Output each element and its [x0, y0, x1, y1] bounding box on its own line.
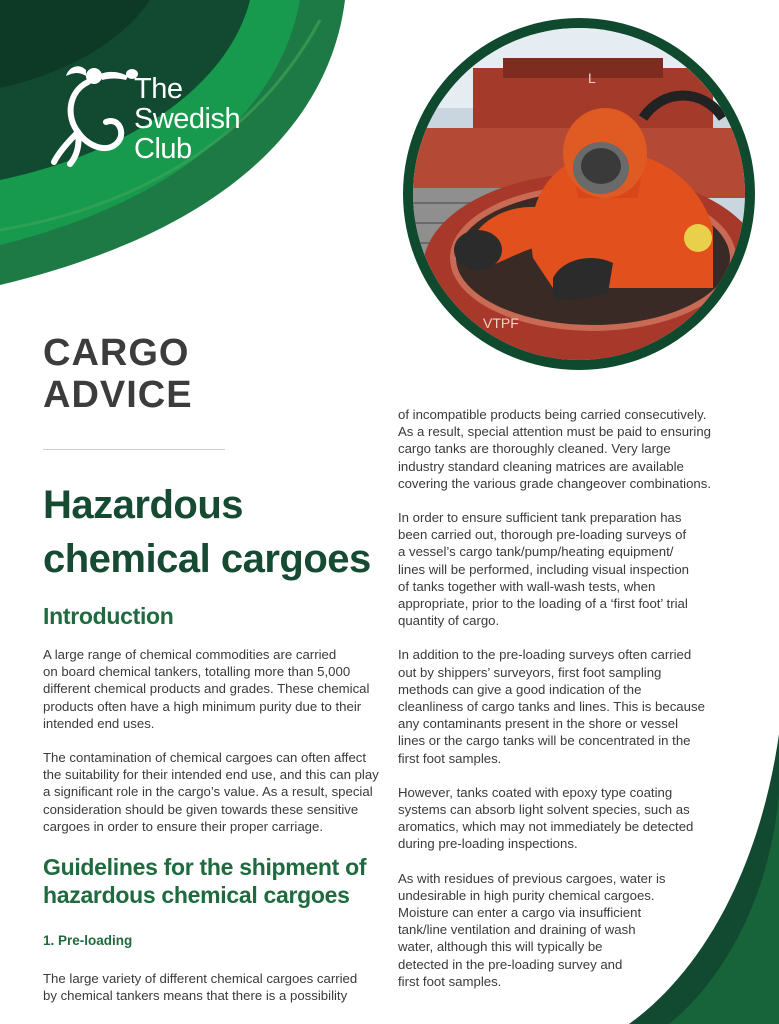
text-line: In order to ensure sufficient tank preparation has [398, 510, 682, 526]
text-line: a significant role in the cargo’s value. As a result, special [43, 784, 373, 800]
page-title [43, 478, 383, 586]
text-line: A large range of chemical commodities are carried [43, 647, 337, 662]
text-line: industry standard cleaning matrices are available [398, 458, 684, 474]
logo-wordmark [134, 74, 240, 164]
text-line: lines or the cargo tanks will be concentrated in the [398, 733, 691, 749]
right-paragraph-2 [398, 509, 743, 629]
text-line: cargo tanks are thoroughly cleaned. Very large [398, 441, 671, 457]
text-line: quantity of cargo. [398, 613, 500, 629]
text-line: the suitability for their intended end use, and this can play [43, 767, 379, 783]
intro-paragraph-1 [43, 646, 388, 732]
text-line: of tanks together with wall-wash tests, when [398, 578, 656, 594]
text-line: lines will be performed, including visual inspection [398, 561, 690, 577]
text-line: methods can give a good indication of the [398, 681, 642, 697]
text-line: The contamination of chemical cargoes can often affect [43, 750, 367, 766]
text-line: cargoes in order to ensure their proper carriage. [43, 818, 324, 834]
right-paragraph-3 [398, 646, 743, 766]
right-paragraph-5 [398, 870, 743, 990]
text-line: systems can absorb light solvent species, such as [398, 802, 690, 818]
left-column [43, 646, 388, 852]
text-line: water, although this will typically be [398, 939, 603, 955]
text-line: As a result, special attention must be paid to ensuring [398, 424, 712, 440]
text-line: out by shippers’ surveyors, first foot sampling [398, 664, 662, 680]
section-kicker [43, 332, 283, 416]
text-line: different chemical products and grades. These chemical [43, 681, 370, 697]
text-line: products often have a high minimum purity due to their [43, 698, 362, 714]
logo-line-3: Club [134, 133, 192, 165]
intro-paragraph-2 [43, 749, 388, 835]
text-line: The large variety of different chemical cargoes carried [43, 971, 358, 986]
text-line: tank/line ventilation and draining of wash [398, 922, 636, 938]
intro-heading: Introduction [43, 603, 174, 629]
text-line: covering the various grade changeover combinations. [398, 475, 712, 491]
left-column-tail [43, 970, 388, 1021]
guidelines-line-2: hazardous chemical cargoes [43, 882, 350, 908]
guidelines-heading [43, 853, 366, 909]
tank-marking: VTPF [483, 315, 519, 331]
title-line-2: chemical cargoes [43, 537, 371, 581]
title-line-1: Hazardous [43, 483, 243, 527]
logo-line-1: The [134, 73, 183, 105]
right-paragraph-1 [398, 406, 743, 492]
text-line: Moisture can enter a cargo via insufficient [398, 905, 642, 921]
text-line: during pre-loading inspections. [398, 836, 578, 852]
kicker-line-1: CARGO [43, 332, 190, 374]
text-line: on board chemical tankers, totalling more than 5,000 [43, 664, 351, 680]
text-line: of incompatible products being carried consecutively. [398, 407, 707, 422]
text-line: consideration should be given towards these sensitive [43, 801, 359, 817]
text-line: first foot samples. [398, 750, 502, 766]
logo-line-2: Swedish [134, 103, 241, 135]
hatch-marking: L [588, 70, 596, 86]
text-line: first foot samples. [398, 973, 502, 989]
guidelines-line-1: Guidelines for the shipment of [43, 854, 367, 880]
text-line: As with residues of previous cargoes, water is [398, 870, 666, 886]
worker-photo [413, 28, 745, 360]
text-line: any contaminants present in the shore or vessel [398, 716, 679, 732]
text-line: cleanliness of cargo tanks and lines. This is because [398, 699, 705, 715]
preloading-paragraph [43, 970, 388, 1004]
right-column [398, 406, 743, 1007]
right-paragraph-4 [398, 784, 743, 853]
text-line: been carried out, thorough pre-loading surveys of [398, 527, 687, 543]
kicker-line-2: ADVICE [43, 374, 193, 416]
text-line: a vessel’s cargo tank/pump/heating equipment/ [398, 544, 674, 560]
text-line: by chemical tankers means that there is a possibility [43, 988, 348, 1004]
text-line: However, tanks coated with epoxy type coating [398, 784, 673, 800]
text-line: intended end uses. [43, 715, 155, 731]
text-line: appropriate, prior to the loading of a ‘first foot’ trial [398, 596, 688, 612]
text-line: detected in the pre-loading survey and [398, 956, 623, 972]
text-line: aromatics, which may not immediately be detected [398, 819, 694, 835]
text-line: undesirable in high purity chemical cargoes. [398, 887, 655, 903]
text-line: In addition to the pre-loading surveys often carried [398, 647, 692, 663]
preloading-subheading: 1. Pre-loading [43, 933, 133, 948]
divider [43, 449, 225, 450]
